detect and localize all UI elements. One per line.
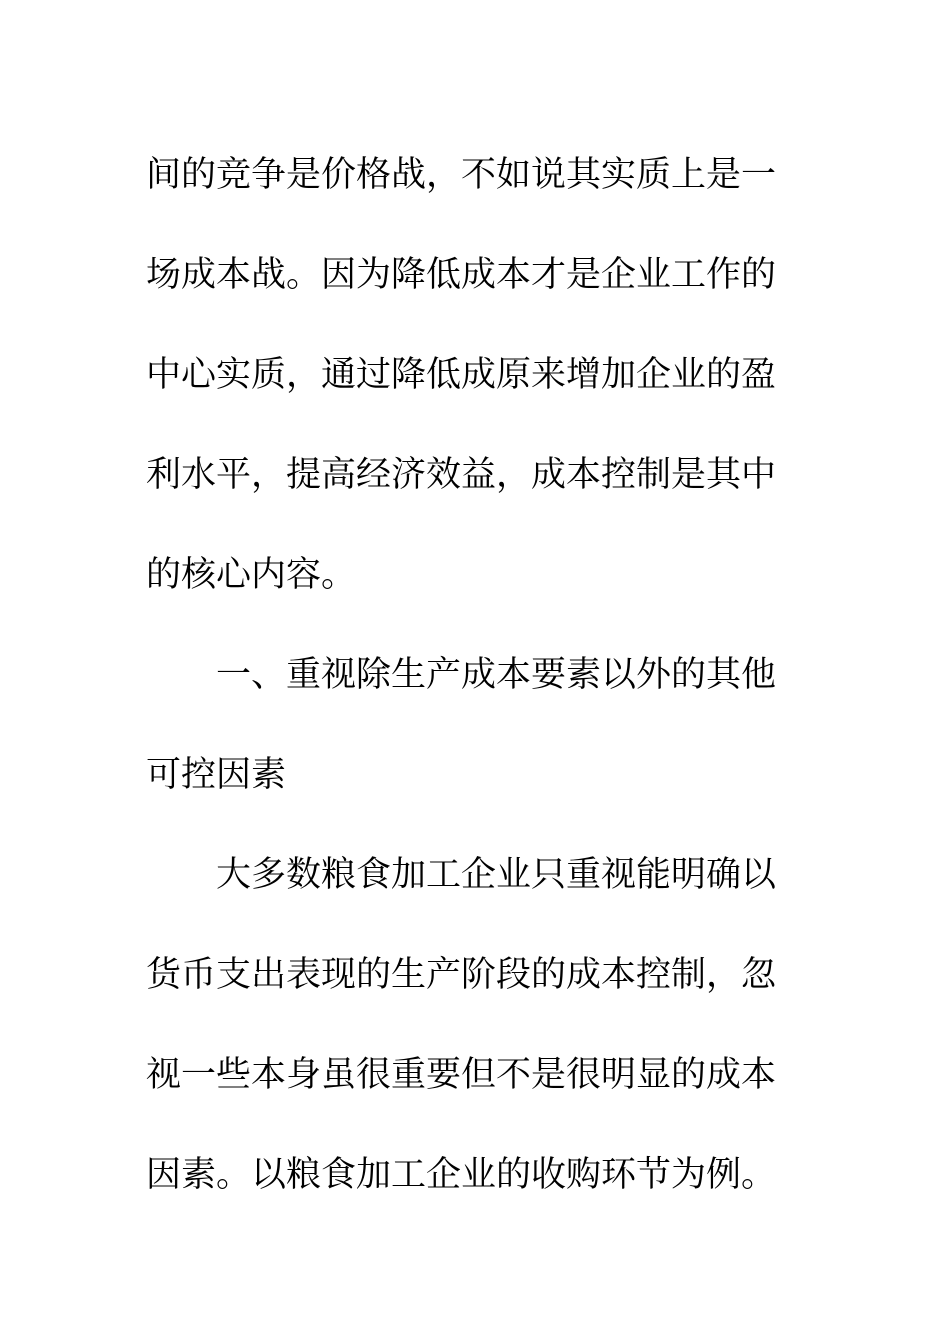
text-line-8: 大多数粮食加工企业只重视能明确以 xyxy=(216,855,777,895)
text-line-11: 因素。以粮食加工企业的收购环节为例。 xyxy=(146,1155,777,1195)
text-line-4: 利水平，提高经济效益，成本控制是其中 xyxy=(146,455,777,495)
section-heading-line-1: 一、重视除生产成本要素以外的其他 xyxy=(216,655,777,695)
body-text xyxy=(146,125,786,1225)
text-line-3: 中心实质，通过降低成原来增加企业的盈 xyxy=(146,355,777,395)
section-heading-line-2: 可控因素 xyxy=(146,755,287,795)
text-line-5: 的核心内容。 xyxy=(146,555,357,595)
text-line-2: 场成本战。因为降低成本才是企业工作的 xyxy=(146,255,777,295)
text-line-1: 间的竞争是价格战，不如说其实质上是一 xyxy=(146,155,777,195)
text-line-10: 视一些本身虽很重要但不是很明显的成本 xyxy=(146,1055,777,1095)
text-line-9: 货币支出表现的生产阶段的成本控制，忽 xyxy=(146,955,777,995)
